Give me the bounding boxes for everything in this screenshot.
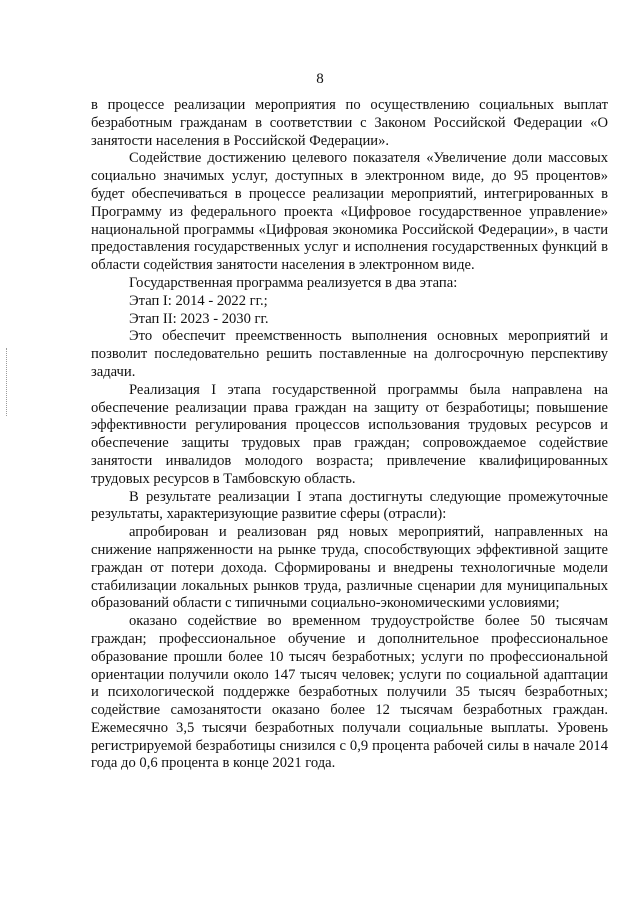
paragraph: Это обеспечит преемственность выполнения основных мероприятий и позволит последовательно решить поставленные на долгосрочную перспективу задачи. [91, 328, 608, 380]
paragraph: Реализация I этапа государственной программы была направлена на обеспечение реализации права граждан на защиту от безработицы; повышение эффективности регулирования процессов использования трудовых ресурсов и обеспечение защиты трудовых прав граждан; сопровождаемое содействие занятости инвалидов молодого возраста; привлечение квалифицированных трудовых ресурсов в Тамбовскую область. [91, 381, 608, 487]
paragraph: В результате реализации I этапа достигнуты следующие промежуточные результаты, характеризующие развитие сферы (отрасли): [91, 488, 608, 523]
paragraph: Содействие достижению целевого показателя «Увеличение доли массовых социально значимых услуг, доступных в электронном виде, до 95 процентов» будет обеспечиваться в процессе реализации мероприятий, интегрированных в Программу из федерального проекта «Цифровое государственное управление» национальной программы «Цифровая экономика Российской Федерации», в части предоставления государственных услуг и исполнения государственных функций в области содействия занятости населения в электронном виде. [91, 150, 608, 274]
paragraph: Этап I: 2014 - 2022 гг.; [129, 292, 268, 309]
page-number: 8 [316, 71, 324, 87]
paragraph: апробирован и реализован ряд новых мероприятий, направленных на снижение напряженности на рынке труда, способствующих эффективной защите граждан от потери дохода. Сформированы и внедрены технологичные модели стабилизации локальных рынков труда, различные сценарии для муниципальных образований области с типичными социально-экономическими условиями; [91, 524, 608, 612]
paragraph: Государственная программа реализуется в два этапа: [129, 274, 458, 291]
paragraph: оказано содействие во временном трудоустройстве более 50 тысячам граждан; профессиональное обучение и дополнительное профессиональное образование прошли более 10 тысяч безработных; услуги по профессиональной ориентации получили около 147 тысяч человек; услуги по социальной адаптации и психологической поддержке безработных получили 35 тысяч безработных; содействие самозанятости оказано более 12 тысячам безработных граждан. Ежемесячно 3,5 тысячи безработных получали социальные выплаты. Уровень регистрируемой безработицы снизился с 0,9 процента рабочей силы в начале 2014 года до 0,6 процента в конце 2021 года. [91, 613, 608, 772]
document-body [91, 97, 608, 773]
paragraph: в процессе реализации мероприятия по осуществлению социальных выплат безработным гражданам в соответствии с Законом Российской Федерации «О занятости населения в Российской Федерации». [91, 97, 608, 149]
scan-margin-mark [6, 348, 8, 416]
paragraph: Этап II: 2023 - 2030 гг. [129, 310, 269, 327]
